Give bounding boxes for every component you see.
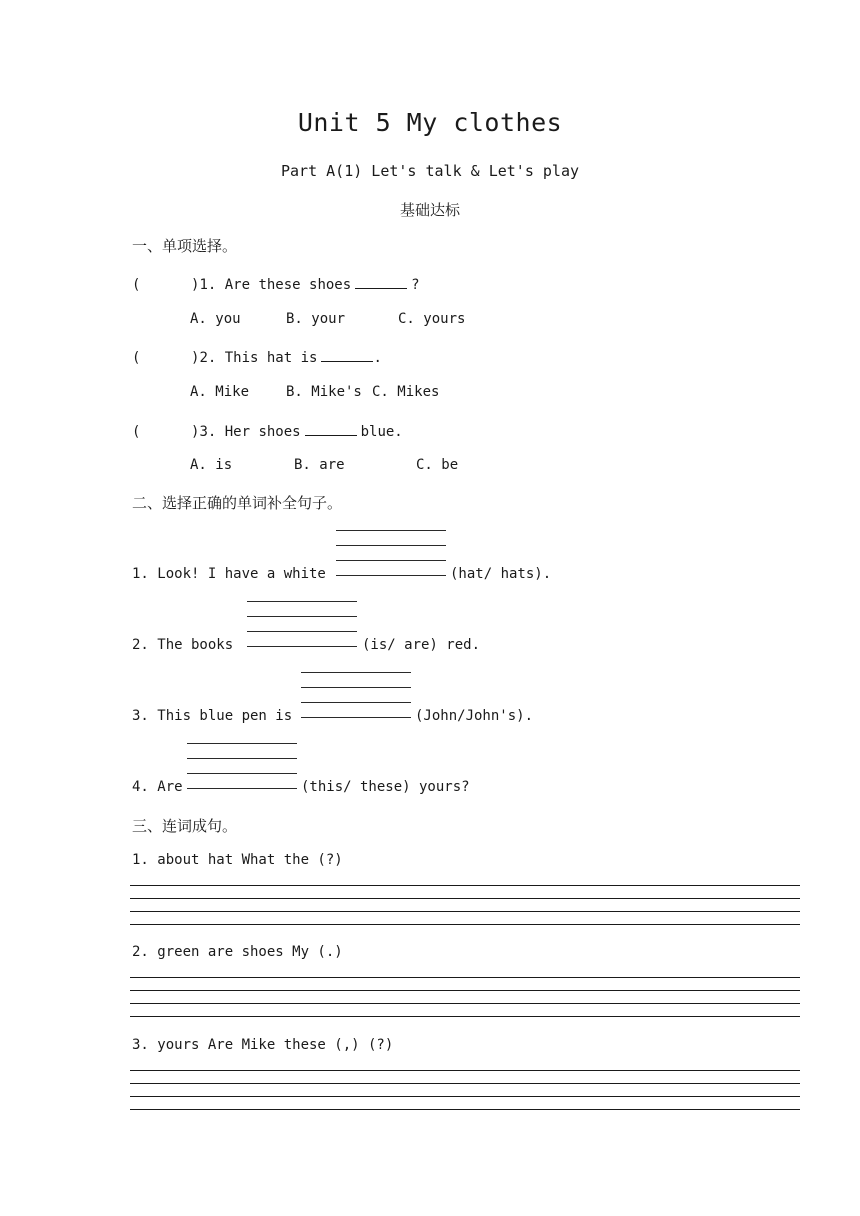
part1-heading: 一、单项选择。	[132, 237, 238, 255]
mc-option-1c: C. yours	[398, 311, 466, 327]
answer-line[interactable]	[130, 1003, 800, 1004]
fill-sentence-4-start: 4. Are	[132, 779, 183, 795]
fill-sentence-3-end: (John/John's).	[415, 708, 534, 724]
answer-line[interactable]	[130, 1109, 800, 1110]
mc-option-3b: B. are	[294, 457, 345, 473]
scrambled-sentence-2: 2. green are shoes My (.)	[132, 944, 343, 960]
mc-option-1b: B. your	[286, 311, 346, 327]
question-number: 3.	[199, 424, 217, 440]
question-stem-end: blue.	[360, 424, 403, 440]
answer-line[interactable]	[130, 1070, 800, 1071]
fill-sentence-3-start: 3. This blue pen is	[132, 708, 293, 724]
answer-blank	[355, 274, 407, 289]
answer-line[interactable]	[130, 977, 800, 978]
answer-line[interactable]	[130, 1083, 800, 1084]
mc-question-1	[132, 274, 420, 293]
mc-option-2c: C. Mikes	[372, 384, 440, 400]
answer-blank	[305, 421, 357, 436]
writing-lines-1[interactable]	[336, 530, 446, 575]
answer-bracket[interactable]: ( )	[132, 424, 200, 440]
answer-bracket[interactable]: ( )	[132, 277, 200, 293]
question-stem-end: .	[373, 350, 382, 366]
answer-line[interactable]	[130, 924, 800, 925]
question-stem: Her shoes	[224, 424, 301, 440]
answer-line[interactable]	[130, 1096, 800, 1097]
part2-heading: 二、选择正确的单词补全句子。	[132, 494, 343, 512]
part3-heading: 三、连词成句。	[132, 817, 238, 835]
scrambled-sentence-3: 3. yours Are Mike these (,) (?)	[132, 1037, 394, 1053]
question-stem: This hat is	[224, 350, 318, 366]
answer-line[interactable]	[130, 885, 800, 886]
section-label: 基础达标	[399, 201, 460, 219]
answer-line[interactable]	[130, 990, 800, 991]
answer-line[interactable]	[130, 1016, 800, 1017]
fill-sentence-1-start: 1. Look! I have a white	[132, 566, 326, 582]
page-title: Unit 5 My clothes	[297, 108, 563, 137]
answer-blank	[321, 347, 373, 362]
question-stem-end: ?	[411, 277, 420, 293]
mc-option-3c: C. be	[416, 457, 459, 473]
mc-option-1a: A. you	[190, 311, 241, 327]
writing-lines-3[interactable]	[301, 672, 411, 717]
scrambled-sentence-1: 1. about hat What the (?)	[132, 852, 343, 868]
mc-option-2b: B. Mike's	[286, 384, 362, 400]
fill-sentence-2-start: 2. The books	[132, 637, 234, 653]
mc-option-3a: A. is	[190, 457, 233, 473]
answer-bracket[interactable]: ( )	[132, 350, 200, 366]
fill-sentence-2-end: (is/ are) red.	[362, 637, 481, 653]
writing-lines-2[interactable]	[247, 601, 357, 646]
answer-line[interactable]	[130, 911, 800, 912]
question-number: 1.	[199, 277, 217, 293]
fill-sentence-4-end: (this/ these) yours?	[301, 779, 470, 795]
mc-question-3	[132, 421, 403, 440]
mc-question-2	[132, 347, 382, 366]
question-stem: Are these shoes	[224, 277, 352, 293]
answer-line[interactable]	[130, 898, 800, 899]
question-number: 2.	[199, 350, 217, 366]
fill-sentence-1-end: (hat/ hats).	[450, 566, 552, 582]
mc-option-2a: A. Mike	[190, 384, 250, 400]
writing-lines-4[interactable]	[187, 743, 297, 788]
lesson-subtitle: Part A(1) Let's talk & Let's play	[280, 162, 579, 180]
